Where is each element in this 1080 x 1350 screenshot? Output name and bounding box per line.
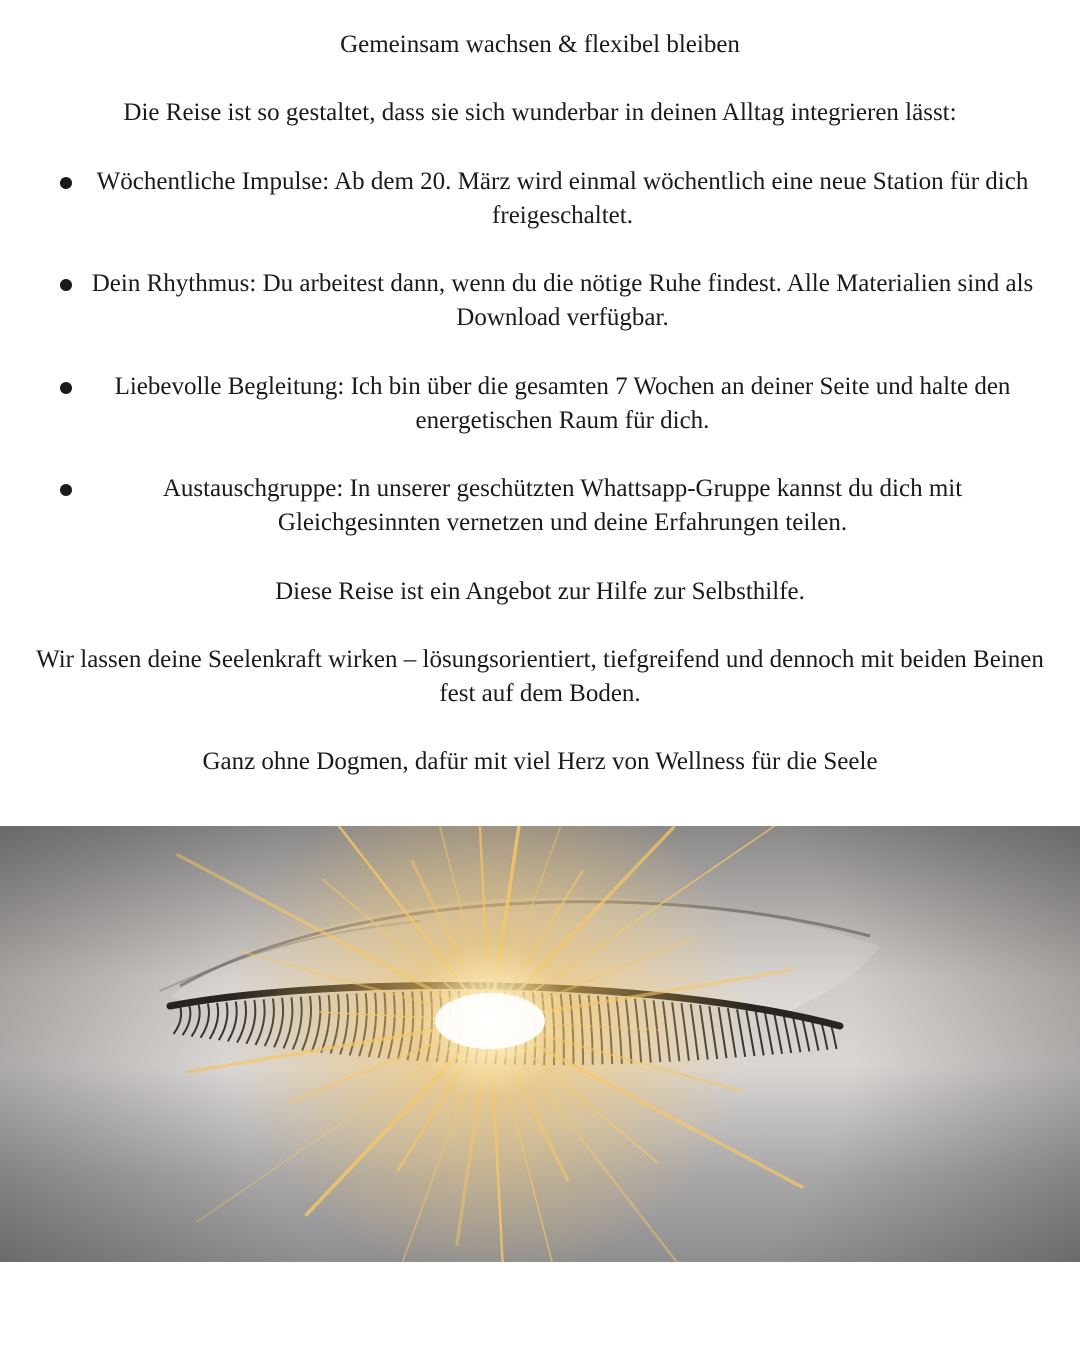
intro-text: Die Reise ist so gestaltet, dass sie sich wunderbar in deinen Alltag integrieren lässt: [123, 99, 957, 126]
bullet-weekly-impulses: Wöchentliche Impulse: Ab dem 20. März wird einmal wöchentlich eine neue Station für dich freigeschaltet. [96, 168, 1029, 229]
offer-text: Diese Reise ist ein Angebot zur Hilfe zur Selbsthilfe. [275, 578, 805, 605]
soul-power-text: Wir lassen deine Seelenkraft wirken – lösungsorientiert, tiefgreifend und dennoch mit beiden Beinen fest auf dem Boden. [36, 646, 1044, 707]
closed-eye-image [0, 826, 1080, 1262]
bullet-dot [60, 484, 72, 496]
bullet-dot [60, 177, 72, 189]
bullet-loving-support: Liebevolle Begleitung: Ich bin über die gesamten 7 Wochen an deiner Seite und halte den energetischen Raum für dich. [114, 373, 1011, 434]
bullet-your-rhythm: Dein Rhythmus: Du arbeitest dann, wenn du die nötige Ruhe findest. Alle Materialien sind als Download verfügbar. [91, 270, 1034, 331]
bullet-exchange-group: Austauschgruppe: In unserer geschützten Whattsapp-Gruppe kannst du dich mit Gleichgesinnten vernetzen und deine Erfahrungen teilen. [162, 475, 963, 536]
bullet-dot [60, 382, 72, 394]
section-heading: Gemeinsam wachsen & flexibel bleiben [340, 31, 740, 58]
closed-eye-light-rays-icon [0, 826, 1080, 1262]
closing-text: Ganz ohne Dogmen, dafür mit viel Herz von Wellness für die Seele [202, 748, 878, 775]
bullet-dot [60, 279, 72, 291]
